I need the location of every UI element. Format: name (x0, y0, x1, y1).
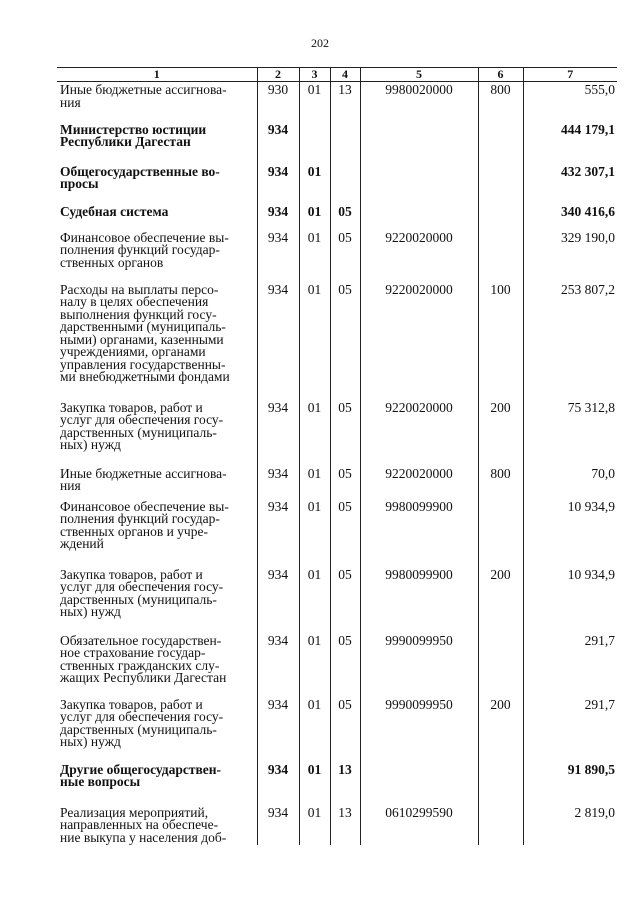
subsection-code: 05 (330, 230, 360, 282)
column-header: 5 (360, 68, 478, 82)
row-description (57, 567, 257, 633)
description-line: ные вопросы (60, 774, 141, 789)
expense-type-code (478, 164, 523, 204)
table-row (57, 499, 617, 567)
ministry-code: 934 (257, 164, 299, 204)
subsection-code (330, 164, 360, 204)
description-line: полнения функций государ- (60, 242, 220, 257)
description-line: Министерство юстиции (60, 121, 207, 137)
description-line: ственных органов и учре- (60, 523, 208, 539)
table-row (57, 122, 617, 164)
row-description (57, 697, 257, 762)
amount: 10 934,9 (523, 567, 617, 633)
section-code: 01 (299, 204, 330, 230)
description-line: Иные бюджетные ассигнова- (60, 465, 227, 481)
target-article-code: 0610299590 (360, 805, 478, 845)
target-article-code: 9990099950 (360, 697, 478, 762)
description-line: учреждениями, органами (60, 344, 206, 359)
row-description (57, 400, 257, 466)
section-code: 01 (299, 805, 330, 845)
description-line: Закупка товаров, работ и (60, 566, 203, 582)
amount: 329 190,0 (523, 230, 617, 282)
amount: 70,0 (523, 466, 617, 499)
description-line: жащих Республики Дагестан (60, 670, 227, 685)
ministry-code: 934 (257, 400, 299, 466)
expense-type-code (478, 762, 523, 805)
description-line: дарственных (муниципаль- (60, 721, 217, 737)
table-row (57, 230, 617, 282)
row-description (57, 499, 257, 567)
table-row (57, 204, 617, 230)
target-article-code: 9220020000 (360, 466, 478, 499)
description-line: управления государственны- (60, 356, 226, 372)
description-line: ное страхование государ- (60, 645, 206, 660)
row-description (57, 633, 257, 697)
expense-type-code (478, 204, 523, 230)
description-line: ными) органами, казенными (60, 331, 224, 347)
budget-table (57, 67, 617, 845)
table-row (57, 567, 617, 633)
row-description (57, 204, 257, 230)
expense-type-code (478, 122, 523, 164)
description-line: услуг для обеспечения госу- (60, 709, 224, 724)
description-line: Судебная система (60, 203, 169, 219)
target-article-code: 9980020000 (360, 82, 478, 122)
row-description (57, 466, 257, 499)
column-header: 3 (299, 68, 330, 82)
target-article-code: 9980099900 (360, 567, 478, 633)
row-description (57, 122, 257, 164)
row-description (57, 164, 257, 204)
description-line: ния (60, 94, 81, 110)
description-line: ных) нужд (60, 437, 121, 452)
target-article-code: 9990099950 (360, 633, 478, 697)
description-line: Иные бюджетные ассигнова- (60, 82, 227, 97)
ministry-code: 934 (257, 466, 299, 499)
description-line: Закупка товаров, работ и (60, 399, 203, 415)
table-row (57, 400, 617, 466)
expense-type-code: 100 (478, 282, 523, 400)
row-description (57, 82, 257, 122)
description-line: ние выкупа у населения доб- (60, 829, 227, 845)
row-description (57, 805, 257, 845)
table-row (57, 82, 617, 122)
column-header: 4 (330, 68, 360, 82)
section-code: 01 (299, 697, 330, 762)
description-line: Финансовое обеспечение вы- (60, 498, 229, 514)
ministry-code: 934 (257, 567, 299, 633)
expense-type-code: 200 (478, 697, 523, 762)
amount: 253 807,2 (523, 282, 617, 400)
ministry-code: 934 (257, 762, 299, 805)
description-line: ных) нужд (60, 734, 121, 749)
section-code: 01 (299, 282, 330, 400)
ministry-code: 934 (257, 499, 299, 567)
expense-type-code: 800 (478, 82, 523, 122)
description-line: Финансовое обеспечение вы- (60, 229, 229, 245)
ministry-code: 934 (257, 805, 299, 845)
description-line: направленных на обеспече- (60, 817, 219, 832)
ministry-code: 934 (257, 122, 299, 164)
description-line: ственных гражданских слу- (60, 657, 220, 673)
description-line: дарственными (муниципаль- (60, 319, 226, 334)
description-line: выполнения функций госу- (60, 306, 217, 322)
target-article-code: 9220020000 (360, 282, 478, 400)
amount: 555,0 (523, 82, 617, 122)
description-line: полнения функций государ- (60, 511, 220, 526)
description-line: ственных органов (60, 254, 164, 270)
table-row (57, 805, 617, 845)
target-article-code: 9220020000 (360, 230, 478, 282)
description-line: Республики Дагестан (60, 134, 191, 149)
subsection-code (330, 122, 360, 164)
section-code: 01 (299, 82, 330, 122)
subsection-code: 05 (330, 697, 360, 762)
section-code: 01 (299, 400, 330, 466)
subsection-code: 13 (330, 762, 360, 805)
column-header: 6 (478, 68, 523, 82)
target-article-code (360, 762, 478, 805)
description-line: дарственных (муниципаль- (60, 591, 217, 607)
description-line: ния (60, 478, 81, 493)
table-row (57, 466, 617, 499)
header-row (57, 68, 617, 82)
subsection-code: 05 (330, 633, 360, 697)
target-article-code: 9980099900 (360, 499, 478, 567)
column-header: 1 (57, 68, 257, 82)
ministry-code: 934 (257, 282, 299, 400)
amount: 91 890,5 (523, 762, 617, 805)
expense-type-code: 200 (478, 567, 523, 633)
description-line: Общегосударственные во- (60, 163, 220, 179)
ministry-code: 934 (257, 204, 299, 230)
description-line: дарственных (муниципаль- (60, 424, 217, 440)
section-code: 01 (299, 499, 330, 567)
expense-type-code: 200 (478, 400, 523, 466)
expense-type-code (478, 805, 523, 845)
amount: 10 934,9 (523, 499, 617, 567)
page-number: 202 (311, 36, 329, 50)
row-description (57, 282, 257, 400)
column-header: 7 (523, 68, 617, 82)
amount: 291,7 (523, 697, 617, 762)
subsection-code: 05 (330, 499, 360, 567)
target-article-code: 9220020000 (360, 400, 478, 466)
section-code: 01 (299, 164, 330, 204)
description-line: Обязательное государствен- (60, 632, 222, 648)
ministry-code: 934 (257, 697, 299, 762)
section-code: 01 (299, 567, 330, 633)
ministry-code: 930 (257, 82, 299, 122)
description-line: услуг для обеспечения госу- (60, 412, 224, 427)
amount: 75 312,8 (523, 400, 617, 466)
expense-type-code (478, 499, 523, 567)
target-article-code (360, 122, 478, 164)
description-line: ждений (60, 536, 104, 551)
table-row (57, 633, 617, 697)
row-description (57, 230, 257, 282)
section-code: 01 (299, 633, 330, 697)
description-line: налу в целях обеспечения (60, 294, 209, 309)
description-line: Закупка товаров, работ и (60, 696, 203, 712)
expense-type-code (478, 633, 523, 697)
description-line: просы (60, 176, 99, 191)
description-line: услуг для обеспечения госу- (60, 579, 224, 594)
table-row (57, 164, 617, 204)
amount: 432 307,1 (523, 164, 617, 204)
subsection-code: 05 (330, 400, 360, 466)
description-line: ных) нужд (60, 604, 121, 619)
table-row (57, 697, 617, 762)
amount: 444 179,1 (523, 122, 617, 164)
amount: 291,7 (523, 633, 617, 697)
expense-type-code (478, 230, 523, 282)
subsection-code: 13 (330, 805, 360, 845)
expense-type-code: 800 (478, 466, 523, 499)
amount: 340 416,6 (523, 204, 617, 230)
subsection-code: 05 (330, 466, 360, 499)
target-article-code (360, 164, 478, 204)
section-code: 01 (299, 762, 330, 805)
target-article-code (360, 204, 478, 230)
table-row (57, 762, 617, 805)
subsection-code: 05 (330, 204, 360, 230)
ministry-code: 934 (257, 230, 299, 282)
section-code: 01 (299, 466, 330, 499)
row-description (57, 762, 257, 805)
subsection-code: 05 (330, 567, 360, 633)
subsection-code: 05 (330, 282, 360, 400)
section-code (299, 122, 330, 164)
description-line: Расходы на выплаты персо- (60, 281, 219, 297)
description-line: Реализация мероприятий, (60, 804, 209, 820)
description-line: ми внебюджетными фондами (60, 369, 230, 384)
ministry-code: 934 (257, 633, 299, 697)
table-row (57, 282, 617, 400)
description-line: Другие общегосударствен- (60, 761, 222, 777)
subsection-code: 13 (330, 82, 360, 122)
amount: 2 819,0 (523, 805, 617, 845)
section-code: 01 (299, 230, 330, 282)
column-header: 2 (257, 68, 299, 82)
